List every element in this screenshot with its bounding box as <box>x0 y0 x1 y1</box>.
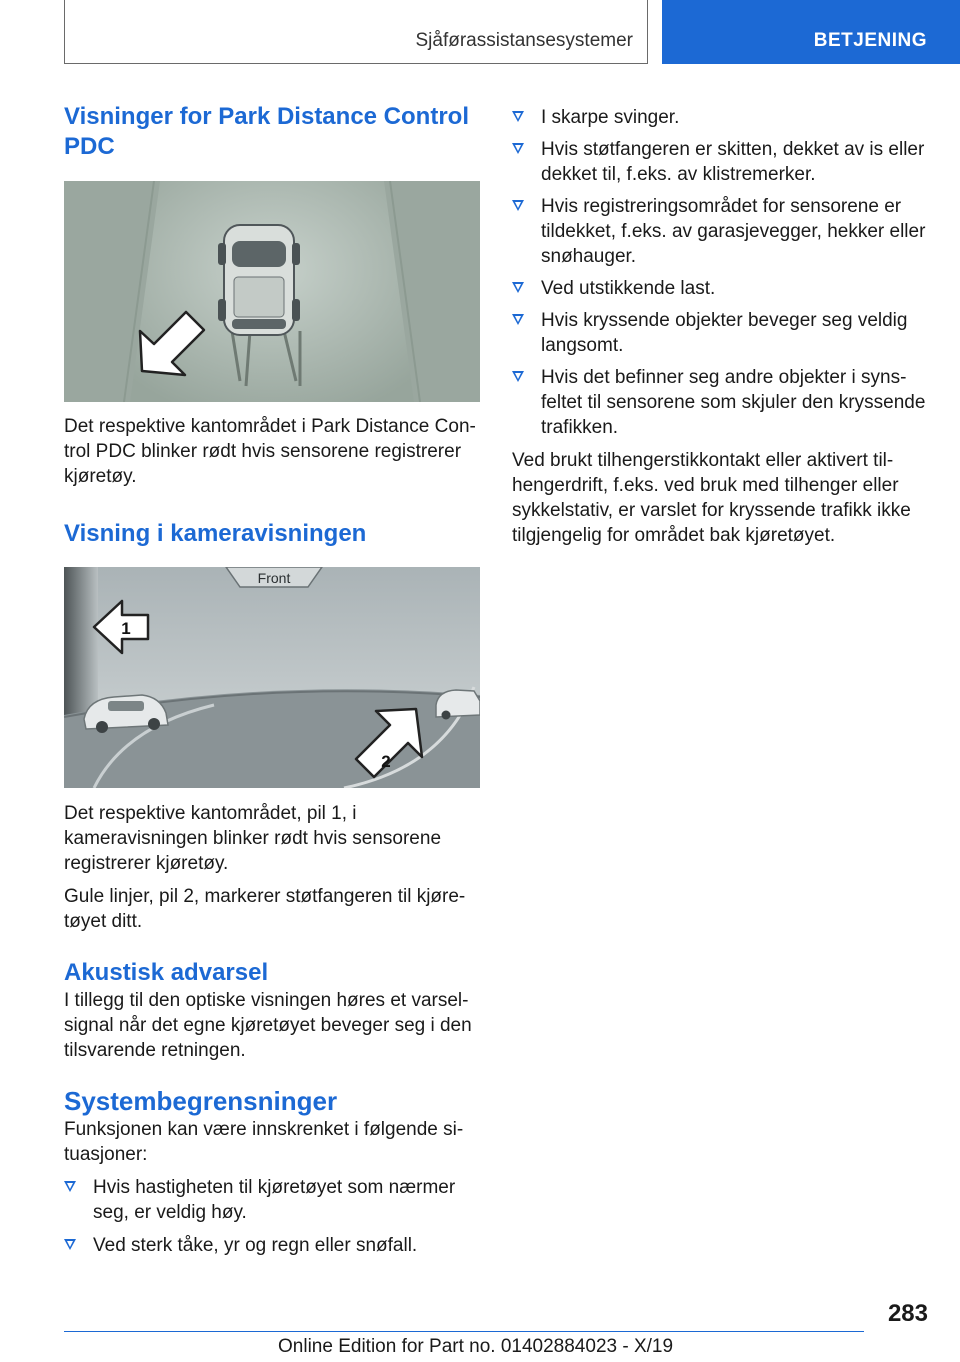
car-icon <box>218 225 300 335</box>
right-limits-list <box>512 105 932 440</box>
triangle-bullet-icon <box>512 282 524 293</box>
list-item: Hvis hastigheten til kjøretøyet som nærmer seg, er veldig høy. <box>64 1175 480 1225</box>
right-column <box>512 105 932 548</box>
paragraph-yellow-lines: Gule linjer, pil 2, markerer støtfangeren til kjøretøyet ditt. <box>64 886 466 933</box>
triangle-bullet-icon <box>512 371 524 382</box>
marker-2-label: 2 <box>381 752 391 772</box>
footer-divider <box>64 1331 864 1332</box>
triangle-bullet-icon <box>64 1181 76 1192</box>
triangle-bullet-icon <box>512 143 524 154</box>
triangle-bullet-icon <box>512 111 524 122</box>
paragraph-camera-edge: Det respektive kantområdet, pil 1, i kameravisningen blinker rødt hvis sensorene registrerer kjøretøy. <box>64 803 442 875</box>
paragraph-limits-intro: Funksjonen kan være innskrenket i følgende situasjoner: <box>64 1119 464 1166</box>
left-column <box>64 100 480 1258</box>
triangle-bullet-icon <box>512 314 524 325</box>
heading-system-limits: Systembegrensninger <box>64 1086 338 1116</box>
heading-acoustic-warning: Akustisk advarsel <box>64 959 269 987</box>
paragraph-trailer: Ved brukt tilhengerstikkontakt eller aktivert tilhengerdrift, f.eks. ved bruk med tilhenger eller sykkelstativ, er varslet for kryssende trafikk ikke tilgjengelig for området bak kjøretøyet. <box>512 450 911 546</box>
car-right-icon <box>436 690 480 720</box>
camera-view-figure <box>64 567 480 788</box>
triangle-bullet-icon <box>512 200 524 211</box>
triangle-bullet-icon <box>64 1239 76 1250</box>
pdc-display-figure <box>64 181 480 402</box>
header-section-title: Sjåførassistansesystemer <box>415 30 633 51</box>
page-number: 283 <box>887 1300 928 1327</box>
paragraph-acoustic: I tillegg til den optiske visningen høres et varselsignal når det egne kjøretøyet beveger seg i den tilsvarende retningen. <box>64 990 472 1061</box>
front-label: Front <box>257 570 291 587</box>
list-item: I skarpe svinger. <box>512 105 932 130</box>
header-chapter-title: BETJENING <box>813 30 927 51</box>
list-item: Hvis registreringsområdet for sensorene er tildekket, f.eks. av garasjevegger, hekker eller snøhauger. <box>512 194 932 269</box>
heading-pdc-displays: Visninger for Park Distance Control PDC <box>64 103 469 160</box>
left-limits-list <box>64 1175 480 1258</box>
marker-1-label: 1 <box>121 619 131 639</box>
list-item: Hvis støtfangeren er skitten, dekket av is eller dekket til, f.eks. av klistremerker. <box>512 137 932 187</box>
car-left-icon <box>84 695 168 733</box>
list-item: Hvis kryssende objekter beveger seg veldig langsomt. <box>512 308 932 358</box>
list-item: Ved utstikkende last. <box>512 276 932 301</box>
heading-camera-view: Visning i kameravisningen <box>64 519 367 547</box>
footer-edition <box>278 1336 673 1358</box>
footer-edition-text: Online Edition for Part no. 01402884023 - X/19 <box>278 1336 674 1357</box>
paragraph-pdc-edge: Det respektive kantområdet i Park Distance Control PDC blinker rødt hvis sensorene registrerer kjøretøy. <box>64 415 476 487</box>
list-item: Ved sterk tåke, yr og regn eller snøfall. <box>64 1233 480 1258</box>
list-item: Hvis det befinner seg andre objekter i synsfeltet til sensorene som skjuler den kryssende trafikken. <box>512 365 932 440</box>
header-chapter-tab <box>662 0 960 64</box>
header-section-box <box>64 0 648 64</box>
